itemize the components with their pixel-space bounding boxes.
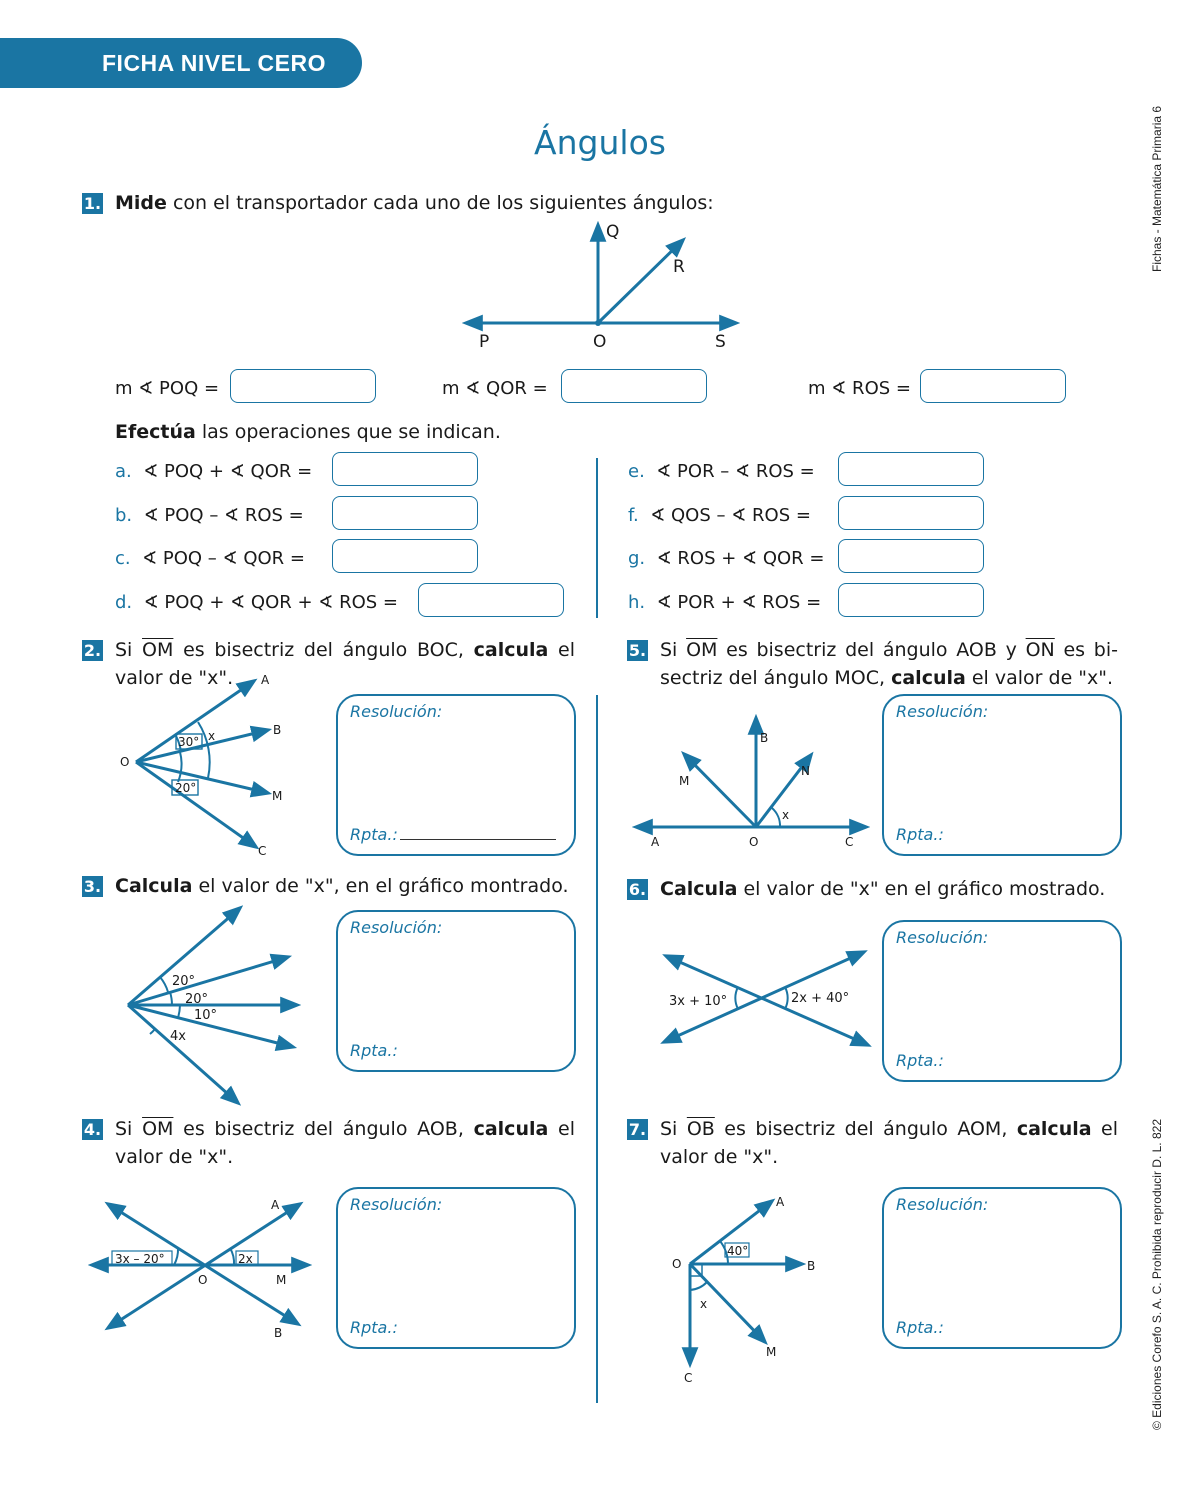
q2-answer-label: Rpta.: (350, 825, 398, 844)
operations-instruction: Efectúa las operaciones que se indican. (115, 421, 501, 443)
q3-resolution-label: Resolución: (350, 918, 443, 937)
q2-angle-20: 20° (175, 781, 197, 795)
q2-label-a: A (261, 673, 270, 687)
question-4-text: Si $\overline{OM}$ es bisectriz del ángulo AOB, calcula el (115, 1118, 575, 1140)
question-7-text-line2: valor de "x". (660, 1146, 779, 1168)
q4-label-b: B (274, 1326, 283, 1340)
q4-label-a: A (271, 1198, 280, 1212)
op-b-label: b. ∢ POQ – ∢ ROS = (115, 505, 304, 526)
label-p: P (479, 332, 490, 352)
q3-answer-label: Rpta.: (350, 1041, 398, 1060)
q5-label-b: B (760, 731, 769, 745)
measure-poq-label: m ∢ POQ = (115, 378, 220, 399)
q5-answer-label: Rpta.: (896, 825, 944, 844)
op-f-label: f. ∢ QOS – ∢ ROS = (628, 505, 811, 526)
q4-label-m: M (276, 1273, 287, 1287)
question-2-text-line2: valor de "x". (115, 667, 234, 689)
question-4-text-line2: valor de "x". (115, 1146, 234, 1168)
q6-answer-label: Rpta.: (896, 1051, 944, 1070)
question-4-number: 4. (83, 1120, 102, 1139)
q3-angle-2: 20° (185, 992, 209, 1007)
q4-answer-label: Rpta.: (350, 1318, 398, 1337)
op-c-label: c. ∢ POQ – ∢ QOR = (115, 548, 305, 569)
q2-angle-x: x (208, 729, 216, 743)
op-d-label: d. ∢ POQ + ∢ QOR + ∢ ROS = (115, 592, 399, 613)
q7-label-b: B (807, 1259, 816, 1273)
question-7-text: Si $\overline{OB}$ es bisectriz del ángulo AOM, calcula el (660, 1118, 1118, 1140)
q7-resolution-label: Resolución: (896, 1195, 989, 1214)
side-caption-bottom: © Ediciones Corefo S. A. C. Prohibida reproducir D. L. 822 (1150, 1119, 1164, 1430)
q2-resolution-label: Resolución: (350, 702, 443, 721)
q5-label-o: O (749, 835, 759, 849)
q7-label-a: A (776, 1195, 785, 1209)
q7-angle-x: x (700, 1297, 708, 1311)
q5-angle-x: x (782, 808, 790, 822)
page-title: Ángulos (534, 123, 666, 162)
q2-label-c: C (258, 844, 267, 858)
banner-label: FICHA NIVEL CERO (102, 50, 326, 76)
measure-qor-label: m ∢ QOR = (442, 378, 548, 399)
q7-label-o: O (672, 1257, 682, 1271)
question-6-text: Calcula el valor de "x" en el gráfico mostrado. (660, 878, 1106, 900)
q6-angle-right: 2x + 40° (791, 991, 850, 1006)
side-caption-top: Fichas - Matemática Primaria 6 (1150, 105, 1164, 272)
question-1-text: Mide con el transportador cada uno de los siguientes ángulos: (115, 192, 714, 214)
q5-label-a: A (651, 835, 660, 849)
q4-resolution-label: Resolución: (350, 1195, 443, 1214)
q6-angle-left: 3x + 10° (669, 994, 728, 1009)
question-5-text-line2: sectriz del ángulo MOC, calcula el valor de "x". (660, 667, 1114, 689)
q6-resolution-label: Resolución: (896, 928, 989, 947)
op-e-label: e. ∢ POR – ∢ ROS = (628, 461, 815, 482)
q4-angle-right: 2x (238, 1252, 253, 1266)
q3-angle-3: 10° (194, 1008, 218, 1023)
q4-angle-left: 3x – 20° (115, 1252, 165, 1266)
q2-label-o: O (120, 755, 130, 769)
label-o: O (593, 332, 607, 352)
q7-resolution-box[interactable] (882, 1187, 1122, 1349)
op-g-label: g. ∢ ROS + ∢ QOR = (628, 548, 825, 569)
label-s: S (715, 332, 726, 352)
q3-angle-1: 20° (172, 974, 196, 989)
q2-label-m: M (272, 789, 283, 803)
question-3-text: Calcula el valor de "x", en el gráfico montrado. (115, 875, 569, 897)
question-1-number: 1. (83, 194, 102, 213)
q4-label-o: O (198, 1273, 208, 1287)
question-3-number: 3. (83, 877, 102, 896)
question-5-number: 5. (628, 641, 647, 660)
q7-label-m: M (766, 1345, 777, 1359)
q5-resolution-label: Resolución: (896, 702, 989, 721)
q2-label-b: B (273, 723, 282, 737)
q7-label-c: C (684, 1371, 693, 1385)
q5-label-m: M (679, 774, 690, 788)
measure-ros-label: m ∢ ROS = (808, 378, 911, 399)
op-h-label: h. ∢ POR + ∢ ROS = (628, 592, 822, 613)
q5-label-c: C (845, 835, 854, 849)
q3-angle-4x: 4x (170, 1029, 186, 1044)
op-a-label: a. ∢ POQ + ∢ QOR = (115, 461, 313, 482)
question-2-text: Si $\overline{OM}$ es bisectriz del ángulo BOC, calcula el (115, 639, 575, 661)
q5-label-n: N (801, 764, 810, 778)
q7-answer-label: Rpta.: (896, 1318, 944, 1337)
question-2-number: 2. (83, 641, 102, 660)
question-7-number: 7. (628, 1120, 647, 1139)
question-6-number: 6. (628, 880, 647, 899)
q7-angle-40: 40° (727, 1244, 749, 1258)
question-5-text: Si $\overline{OM}$ es bisectriz del ángulo AOB y $\overline{ON}$ es bi- (660, 639, 1118, 661)
q2-angle-30: 30° (178, 735, 200, 749)
label-q: Q (606, 222, 620, 242)
label-r: R (673, 257, 685, 277)
